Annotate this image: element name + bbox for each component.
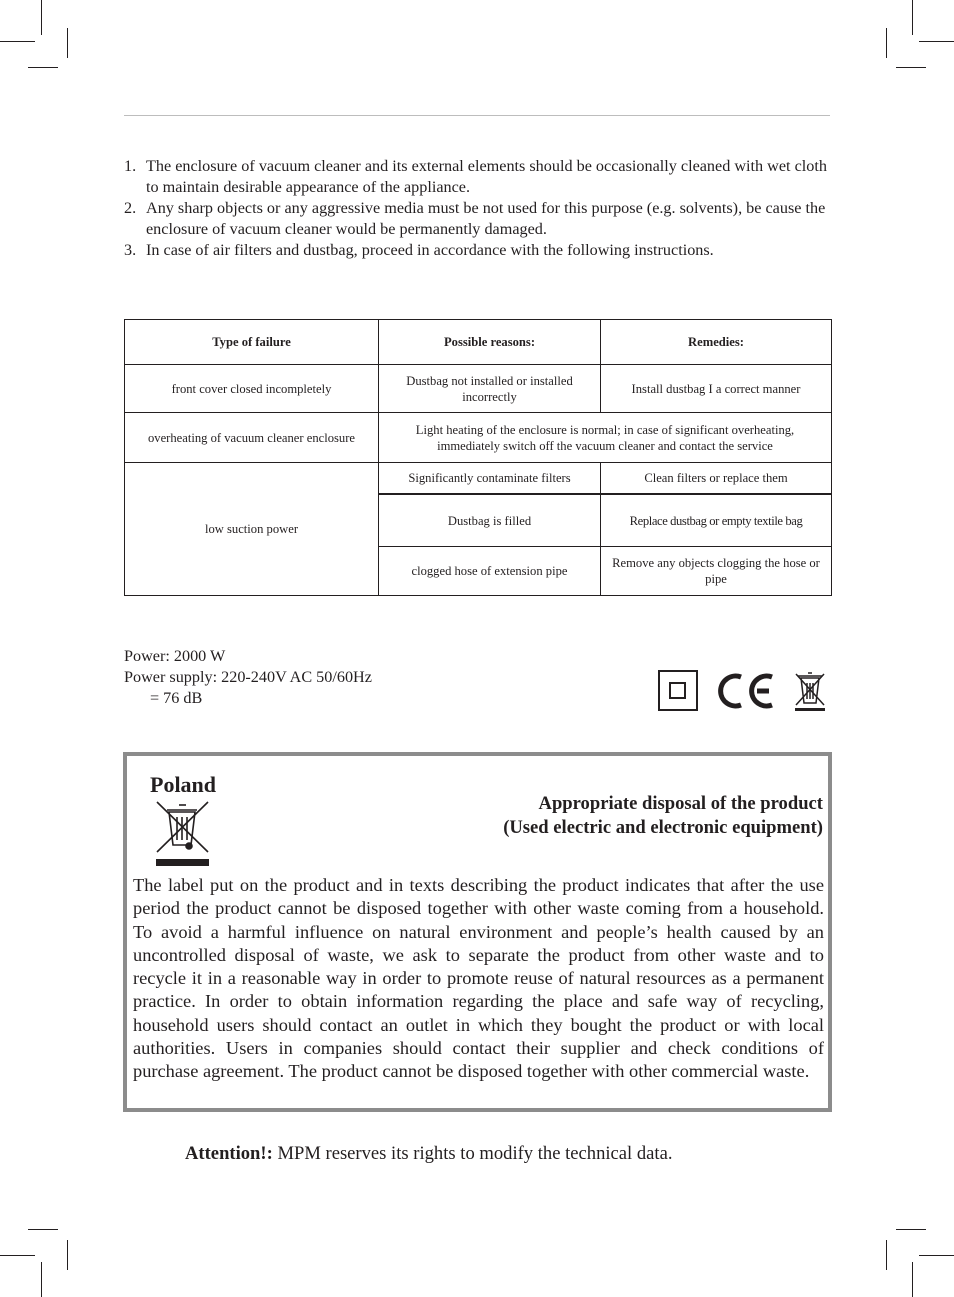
- disposal-body: The label put on the product and in texts describing the product indicates that after the use period the product cannot be disposed together with other waste coming from a household. To avoid a harmful influence on natural environment and people’s health caused by an uncontrolled disposal of waste, we ask to separate the product from other waste and to recycle it in a reasonable way in order to promote reuse of natural resources as a permanent practice. In order to obtain information regarding the place and safe way of recycling, household users should contact an outlet in which they bought the product or with local authorities. Users in companies should contact their supplier and check conditions of purchase agreement. The product cannot be disposed together with other commercial waste.: [133, 875, 824, 1082]
- combined-reason-remedy-cell: Light heating of the enclosure is normal; in case of significant overheating, immediately switch off the vacuum cleaner and contact the service: [379, 413, 832, 463]
- failure-cell: low suction power: [125, 463, 379, 596]
- class-ii-icon: [659, 671, 697, 710]
- crop-mark: [41, 1262, 42, 1297]
- crop-mark: [886, 1240, 887, 1270]
- crop-mark: [67, 1240, 68, 1270]
- troubleshooting-table: [124, 319, 832, 596]
- table-row: [125, 463, 832, 495]
- crop-mark: [912, 1262, 913, 1297]
- technical-specs: [124, 646, 372, 709]
- column-header-remedies: Remedies:: [601, 320, 832, 365]
- reason-cell: Significantly contaminate filters: [379, 463, 601, 495]
- list-text: In case of air filters and dustbag, proceed in accordance with the following instructions.: [146, 241, 714, 259]
- disposal-notice: [123, 752, 832, 1112]
- table-row: [125, 365, 832, 413]
- crop-mark: [41, 0, 42, 35]
- disposal-title-line: (Used electric and electronic equipment): [503, 817, 823, 838]
- country-heading: Poland: [150, 772, 217, 797]
- weee-bin-icon: [153, 800, 213, 868]
- reason-cell: Dustbag is filled: [379, 494, 601, 547]
- remedy-cell: Install dustbag I a correct manner: [601, 365, 832, 413]
- power-supply-spec: Power supply: 220-240V AC 50/60Hz: [124, 668, 372, 686]
- remedy-cell: Clean filters or replace them: [601, 463, 832, 495]
- crop-mark: [919, 1255, 954, 1256]
- crop-mark: [0, 1255, 35, 1256]
- failure-cell: overheating of vacuum cleaner enclosure: [125, 413, 379, 463]
- table-row: [125, 413, 832, 463]
- list-number: 3.: [124, 241, 137, 259]
- certification-marks: [658, 669, 830, 713]
- crop-mark: [919, 41, 954, 42]
- remedy-cell: Remove any objects clogging the hose or pipe: [601, 547, 832, 596]
- failure-cell: front cover closed incompletely: [125, 365, 379, 413]
- attention-text: MPM reserves its rights to modify the technical data.: [272, 1143, 673, 1164]
- noise-spec: = 76 dB: [150, 689, 203, 707]
- list-text: The enclosure of vacuum cleaner and its external elements should be occasionally cleaned with wet cloth to maintain desirable appearance of the appliance.: [146, 157, 827, 196]
- table-header-row: [125, 320, 832, 365]
- list-item: [124, 198, 832, 240]
- remedy-cell: Replace dustbag or empty textile bag: [601, 494, 832, 547]
- column-header-failure: Type of failure: [125, 320, 379, 365]
- list-number: 2.: [124, 199, 137, 217]
- reason-cell: clogged hose of extension pipe: [379, 547, 601, 596]
- list-item: [124, 240, 832, 261]
- crop-mark: [67, 28, 68, 58]
- attention-label: Attention!:: [185, 1143, 273, 1164]
- crop-mark: [912, 0, 913, 35]
- maintenance-instructions: [124, 156, 832, 261]
- crop-mark: [0, 41, 35, 42]
- header-rule: [124, 115, 830, 116]
- weee-bin-icon: [795, 673, 825, 711]
- crop-mark: [886, 28, 887, 58]
- disposal-title-line: Appropriate disposal of the product: [538, 793, 823, 814]
- crop-mark: [896, 67, 926, 68]
- list-item: [124, 156, 832, 198]
- list-number: 1.: [124, 157, 137, 175]
- crop-mark: [896, 1229, 926, 1230]
- column-header-reasons: Possible reasons:: [379, 320, 601, 365]
- list-text: Any sharp objects or any aggressive media must be not used for this purpose (e.g. solvents), be cause the enclosure of vacuum cleaner would be permanently damaged.: [146, 199, 826, 238]
- certification-icons: [658, 669, 830, 713]
- disposal-title: [503, 792, 823, 840]
- ce-mark-icon: [721, 676, 772, 706]
- crop-mark: [28, 67, 58, 68]
- crop-mark: [28, 1229, 58, 1230]
- attention-note: [185, 1142, 672, 1166]
- reason-cell: Dustbag not installed or installed incorrectly: [379, 365, 601, 413]
- power-spec: Power: 2000 W: [124, 647, 226, 665]
